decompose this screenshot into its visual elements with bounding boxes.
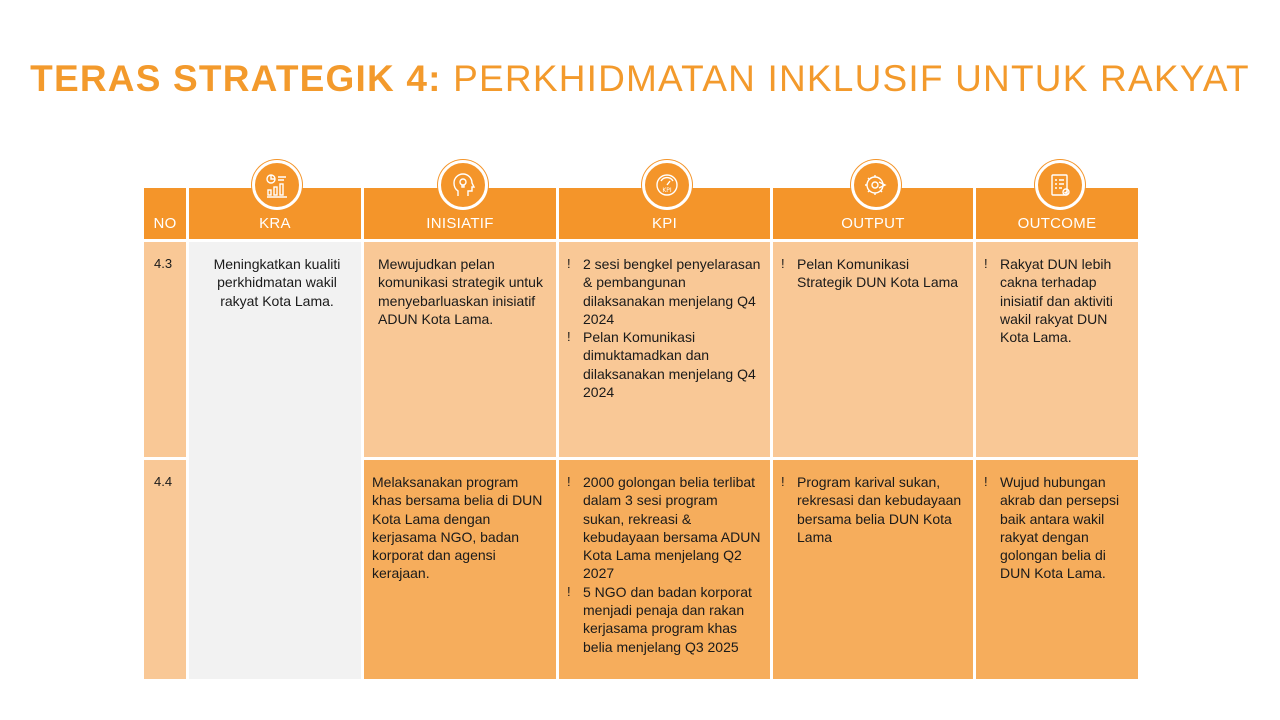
inisiatif-text: Mewujudkan pelan komunikasi strategik untuk menyebarluaskan inisiatif ADUN Kota Lama. — [378, 256, 543, 327]
kra-text: Meningkatkan kualiti perkhidmatan wakil rakyat Kota Lama. — [213, 256, 341, 309]
kpi-gauge-icon — [642, 160, 692, 210]
row-4-4-output — [773, 460, 973, 679]
list-item: ! 5 NGO dan badan korporat menjadi penaja dan rakan kerjasama program khas belia menjelang Q3 2025 — [567, 583, 752, 655]
header-kra: KRA — [189, 188, 361, 239]
list-item: ! Pelan Komunikasi dimuktamadkan dan dilaksanakan menjelang Q4 2024 — [567, 329, 756, 401]
row-4-3-inisiatif — [364, 242, 556, 457]
list-item: ! 2000 golongan belia terlibat dalam 3 sesi program sukan, rekreasi & kebudayaan bersama ADUN Kota Lama menjelang Q2 2027 — [567, 474, 761, 582]
header-outcome: OUTCOME — [976, 188, 1138, 239]
svg-text:KPI: KPI — [662, 187, 672, 194]
inisiatif-text: Melaksanakan program khas bersama belia di DUN Kota Lama dengan kerjasama NGO, badan korporat dan agensi kerajaan. — [372, 474, 543, 582]
row-number: 4.4 — [154, 474, 173, 489]
head-lightbulb-icon — [438, 160, 488, 210]
row-number: 4.3 — [154, 256, 173, 271]
row-4-4-no — [144, 460, 186, 679]
list-item: ! Program karival sukan, rekresasi dan kebudayaan bersama belia DUN Kota Lama — [781, 474, 962, 545]
header-output: OUTPUT — [773, 188, 973, 239]
row-4-3-kpi — [559, 242, 770, 457]
header-kpi: KPI — [559, 188, 770, 239]
list-item: ! Rakyat DUN lebih cakna terhadap inisiatif dan aktiviti wakil rakyat DUN Kota Lama. — [984, 256, 1113, 346]
row-4-3-no — [144, 242, 186, 457]
list-item: ! 2 sesi bengkel penyelarasan & pembangunan dilaksanakan menjelang Q4 2024 — [567, 256, 761, 327]
row-4-3-output — [773, 242, 973, 457]
header-no: NO — [144, 188, 186, 239]
row-4-4-inisiatif — [364, 460, 556, 679]
row-4-3-outcome — [976, 242, 1138, 457]
kra-cell — [189, 242, 361, 679]
gear-arrow-icon — [851, 160, 901, 210]
page-title — [0, 58, 1280, 100]
row-4-4-outcome — [976, 460, 1138, 679]
checklist-document-icon — [1035, 160, 1085, 210]
list-item: ! Pelan Komunikasi Strategik DUN Kota Lama — [781, 256, 959, 291]
title-light: PERKHIDMATAN INKLUSIF UNTUK RAKYAT — [453, 58, 1250, 99]
header-inisiatif: INISIATIF — [364, 188, 556, 239]
row-4-4-kpi — [559, 460, 770, 679]
list-item: ! Wujud hubungan akrab dan persepsi baik antara wakil rakyat dengan golongan belia di DUN Kota Lama. — [984, 474, 1120, 582]
title-bold: TERAS STRATEGIK 4: — [30, 58, 442, 99]
chart-report-icon — [252, 160, 302, 210]
